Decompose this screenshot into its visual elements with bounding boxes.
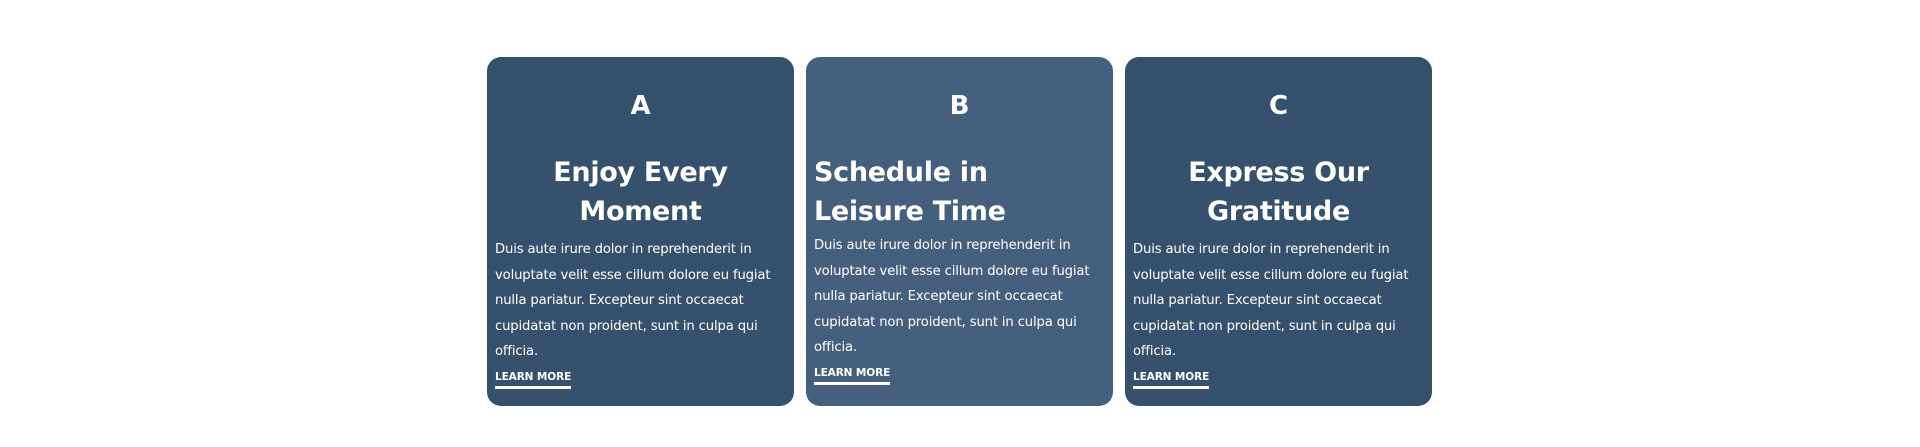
card-title: Enjoy Every Moment	[553, 157, 728, 227]
learn-more-link[interactable]: LEARN MORE	[495, 371, 571, 389]
card-letter: B	[949, 91, 970, 121]
learn-more-link[interactable]: LEARN MORE	[814, 367, 890, 385]
card-description: Duis aute irure dolor in reprehenderit in voluptate velit esse cillum dolore eu fugiat nulla pariatur. Excepteur sint occaecat cupidatat non proident, sunt in culpa qui officia.	[495, 242, 771, 360]
card-letter: A	[630, 91, 651, 121]
feature-card-c	[1125, 57, 1432, 406]
feature-cards	[487, 57, 1432, 406]
feature-card-b	[806, 57, 1113, 406]
learn-more-link[interactable]: LEARN MORE	[1133, 371, 1209, 389]
card-letter: C	[1268, 91, 1289, 121]
card-title: Express Our Gratitude	[1188, 157, 1369, 227]
feature-card-a	[487, 57, 794, 406]
card-description: Duis aute irure dolor in reprehenderit in voluptate velit esse cillum dolore eu fugiat nulla pariatur. Excepteur sint occaecat cupidatat non proident, sunt in culpa qui officia.	[814, 238, 1090, 356]
card-description: Duis aute irure dolor in reprehenderit in voluptate velit esse cillum dolore eu fugiat nulla pariatur. Excepteur sint occaecat cupidatat non proident, sunt in culpa qui officia.	[1133, 242, 1409, 360]
card-title: Schedule in Leisure Time	[814, 157, 1006, 227]
